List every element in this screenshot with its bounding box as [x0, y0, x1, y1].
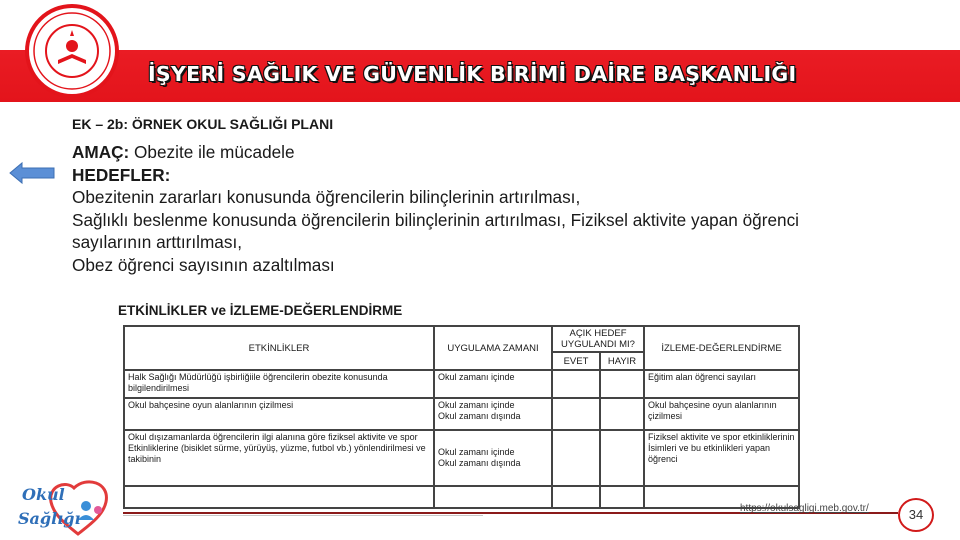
no-cell	[600, 370, 644, 398]
section-title: ETKİNLİKLER ve İZLEME-DEĞERLENDİRME	[118, 303, 403, 318]
cell-text: Okul bahçesine oyun alanlarının çizilmesi	[648, 400, 777, 421]
table-row	[124, 430, 799, 486]
evaluation-cell	[644, 398, 799, 430]
activity-cell	[124, 430, 434, 486]
cell-text: Okul zamanı dışında	[438, 411, 521, 421]
document-subtitle: EK – 2b: ÖRNEK OKUL SAĞLIĞI PLANI	[72, 116, 334, 132]
site-link[interactable]: https://okulsagligi.meb.gov.tr/	[740, 503, 869, 514]
no-cell	[600, 486, 644, 508]
aim-value: Obezite ile mücadele	[129, 142, 295, 162]
cell-text: Okul dışızamanlarda öğrencilerin ilgi alanına göre fiziksel aktivite ve spor	[128, 432, 418, 442]
aim-label: AMAÇ:	[72, 142, 130, 162]
header-goal-reached: AÇIK HEDEF UYGULANDI MI?	[552, 326, 644, 352]
yes-cell	[552, 370, 600, 398]
no-cell	[600, 398, 644, 430]
cell-text: Fiziksel aktivite ve spor etkinliklerinin	[648, 432, 795, 442]
evaluation-cell	[644, 370, 799, 398]
time-cell	[434, 486, 552, 508]
back-arrow-icon[interactable]	[8, 161, 56, 185]
activity-cell	[124, 486, 434, 508]
activity-cell	[124, 398, 434, 430]
yes-cell	[552, 430, 600, 486]
cell-text: Halk Sağlığı Müdürlüğü işbirliğiile öğrencilerin obezite konusunda bilgilendirilmesi	[128, 372, 388, 393]
evaluation-cell	[644, 430, 799, 486]
goal-line: Obezitenin zararları konusunda öğrencilerin bilinçlerinin artırılması,	[72, 187, 581, 208]
time-cell	[434, 430, 552, 486]
cell-text: Okul bahçesine oyun alanlarının çizilmesi	[128, 400, 294, 410]
yes-cell	[552, 486, 600, 508]
cell-text: Okul zamanı içinde	[438, 372, 515, 382]
plan-table	[123, 325, 800, 509]
table-row	[124, 486, 799, 508]
header-activities: ETKİNLİKLER	[124, 326, 434, 370]
cell-text: Okul zamanı dışında	[438, 458, 521, 468]
logo-text: Okul	[22, 485, 65, 504]
cell-text: Okul zamanı içinde	[438, 400, 515, 410]
no-cell	[600, 430, 644, 486]
time-cell	[434, 370, 552, 398]
header-time: UYGULAMA ZAMANI	[434, 326, 552, 370]
meb-logo	[22, 2, 130, 100]
table-row	[124, 370, 799, 398]
logo-text: Sağlığı	[18, 509, 81, 528]
table-row	[124, 398, 799, 430]
goals-label: HEDEFLER:	[72, 164, 171, 185]
yes-cell	[552, 398, 600, 430]
header-no: HAYIR	[600, 352, 644, 370]
cell-text: Etkinliklerine (bisiklet sürme, yürüyüş, yüzme, futbol vb.) yönlendirilmesi ve takibinin	[128, 443, 426, 464]
cell-text: Eğitim alan öğrenci sayıları	[648, 372, 757, 382]
cell-text: Okul zamanı içinde	[438, 447, 515, 457]
page-number: 34	[898, 498, 934, 532]
page-title: İŞYERİ SAĞLIK VE GÜVENLİK BİRİMİ DAİRE BAŞKANLIĞI	[148, 62, 797, 86]
goal-line: Obez öğrenci sayısının azaltılması	[72, 254, 335, 275]
activity-cell	[124, 370, 434, 398]
okul-sagligi-logo	[14, 476, 118, 538]
header-yes: EVET	[552, 352, 600, 370]
goal-line: sayılarının arttırılması,	[72, 232, 243, 253]
header-evaluation: İZLEME-DEĞERLENDİRME	[644, 326, 799, 370]
aim-line	[72, 141, 952, 164]
plan-text	[72, 141, 952, 277]
footer-divider-light	[123, 515, 483, 516]
cell-text: İsimleri ve bu etkinlikleri yapan öğrenci	[648, 443, 771, 464]
goal-line: Sağlıklı beslenme konusunda öğrencilerin bilinçlerinin artırılması, Fiziksel aktivite yapan öğrenci	[72, 209, 799, 230]
time-cell	[434, 398, 552, 430]
